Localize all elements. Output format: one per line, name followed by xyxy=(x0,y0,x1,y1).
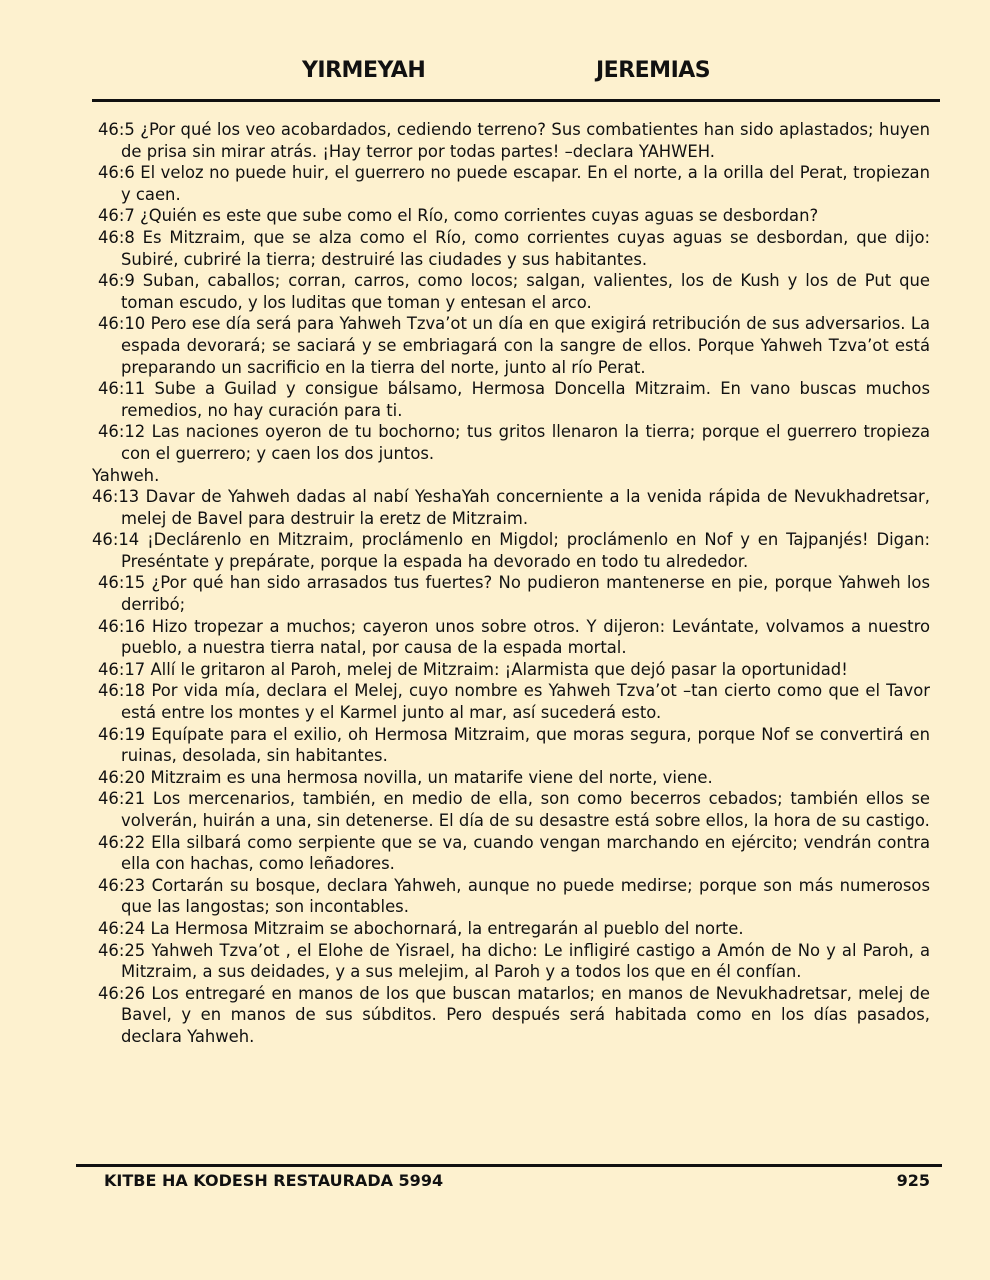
header-rule xyxy=(92,99,940,102)
footer-book-title: KITBE HA KODESH RESTAURADA 5994 xyxy=(104,1171,444,1190)
header-title-spanish: JEREMIAS xyxy=(596,58,711,83)
verse-46-7: 46:7 ¿Quién es este que sube como el Río, como corrientes cuyas aguas se desbordan? xyxy=(98,206,819,226)
header-title-hebrew: YIRMEYAH xyxy=(302,58,426,83)
verse-46-8: 46:8 Es Mitzraim, que se alza como el Río, como corrientes cuyas aguas se desbordan, que dijo: Subiré, cubriré la tierra; destruiré las ciudades y sus habitantes. xyxy=(98,227,930,269)
verse-46-24: 46:24 La Hermosa Mitzraim se abochornará, la entregarán al pueblo del norte. xyxy=(98,918,744,938)
verse-46-6: 46:6 El veloz no puede huir, el guerrero no puede escapar. En el norte, a la orilla del Perat, tropiezan y caen. xyxy=(98,163,930,204)
verse-46-13: 46:13 Davar de Yahweh dadas al nabí YeshaYah concerniente a la venida rápida de Nevukhadretsar, melej de Bavel para destruir la eretz de Mitzraim. xyxy=(92,487,930,528)
verse-46-12: 46:12 Las naciones oyeron de tu bochorno; tus gritos llenaron la tierra; porque el guerrero tropieza con el guerrero; y caen los dos juntos. xyxy=(98,422,930,463)
verse-46-23: 46:23 Cortarán su bosque, declara Yahweh, aunque no puede medirse; porque son más numerosos que las langostas; son incontables. xyxy=(98,875,930,917)
verse-46-15: 46:15 ¿Por qué han sido arrasados tus fuertes? No pudieron mantenerse en pie, porque Yahweh los derribó; xyxy=(98,573,930,615)
verse-46-14: 46:14 ¡Declárenlo en Mitzraim, proclámenlo en Migdol; proclámenlo en Nof y en Tajpanjés! Digan: Preséntate y prepárate, porque la espada ha devorado en todo tu alrededor. xyxy=(92,530,930,571)
verse-46-5: 46:5 ¿Por qué los veo acobardados, cediendo terreno? Sus combatientes han sido aplastados; huyen de prisa sin mirar atrás. ¡Hay terror por todas partes! –declara YAHWEH. xyxy=(98,120,930,161)
verse-46-18: 46:18 Por vida mía, declara el Melej, cuyo nombre es Yahweh Tzva’ot –tan cierto como que el Tavor está entre los montes y el Karmel junto al mar, así sucederá esto. xyxy=(98,681,930,723)
page-header xyxy=(0,58,990,92)
verse-46-19: 46:19 Equípate para el exilio, oh Hermosa Mitzraim, que moras segura, porque Nof se convertirá en ruinas, desolada, sin habitantes. xyxy=(98,724,930,766)
verse-46-20: 46:20 Mitzraim es una hermosa novilla, un matarife viene del norte, viene. xyxy=(98,767,713,787)
verse-46-26: 46:26 Los entregaré en manos de los que buscan matarlos; en manos de Nevukhadretsar, melej de Bavel, y en manos de sus súbditos. Pero después será habitada como en los días pasados, declara Yahweh. xyxy=(98,983,930,1046)
verse-fragment: Yahweh. xyxy=(92,465,160,485)
page-number: 925 xyxy=(896,1171,930,1190)
verse-46-21: 46:21 Los mercenarios, también, en medio de ella, son como becerros cebados; también ellos se volverán, huirán a una, sin detenerse. El día de su desastre está sobre ellos, la hora de su castigo. xyxy=(98,789,930,830)
verse-list xyxy=(92,119,930,1048)
verse-46-25: 46:25 Yahweh Tzva’ot , el Elohe de Yisrael, ha dicho: Le infligiré castigo a Amón de No y al Paroh, a Mitzraim, a sus deidades, y a sus melejim, al Paroh y a todos los que en él confían. xyxy=(98,940,930,982)
page-footer xyxy=(104,1171,930,1190)
verse-46-10: 46:10 Pero ese día será para Yahweh Tzva’ot un día en que exigirá retribución de sus adversarios. La espada devorará; se saciará y se embriagará con la sangre de ellos. Porque Yahweh Tzva’ot está preparando un sacrificio en la tierra del norte, junto al río Perat. xyxy=(98,314,930,377)
verse-46-22: 46:22 Ella silbará como serpiente que se va, cuando vengan marchando en ejército; vendrán contra ella con hachas, como leñadores. xyxy=(98,832,930,874)
footer-rule xyxy=(76,1164,942,1167)
verse-46-9: 46:9 Suban, caballos; corran, carros, como locos; salgan, valientes, los de Kush y los de Put que toman escudo, y los luditas que toman y entesan el arco. xyxy=(98,271,930,312)
verse-46-11: 46:11 Sube a Guilad y consigue bálsamo, Hermosa Doncella Mitzraim. En vano buscas muchos remedios, no hay curación para ti. xyxy=(98,379,930,420)
verse-46-17: 46:17 Allí le gritaron al Paroh, melej de Mitzraim: ¡Alarmista que dejó pasar la oportunidad! xyxy=(98,659,848,679)
verse-46-16: 46:16 Hizo tropezar a muchos; cayeron unos sobre otros. Y dijeron: Levántate, volvamos a nuestro pueblo, a nuestra tierra natal, por causa de la espada mortal. xyxy=(98,616,930,658)
